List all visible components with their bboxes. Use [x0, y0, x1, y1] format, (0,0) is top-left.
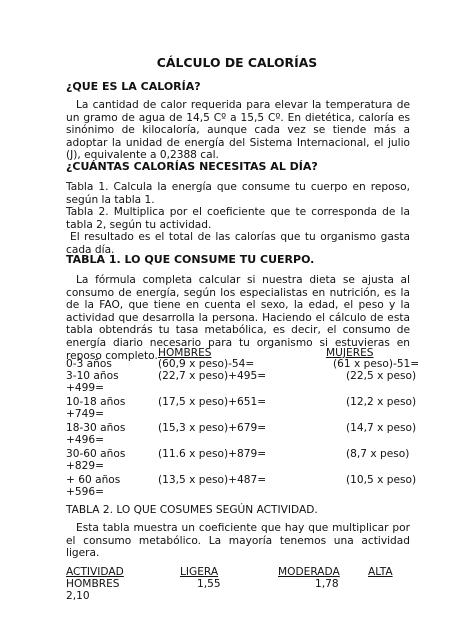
table2-moderate-value: 1,78 [315, 578, 339, 590]
table1-women-continuation: +749= [66, 408, 104, 420]
column-header-men: HOMBRES [158, 347, 212, 359]
table1-men-formula: (22,7 x peso)+495= [158, 370, 267, 382]
heading-calories-per-day: ¿CUÁNTAS CALORÍAS NECESITAS AL DÍA? [66, 160, 318, 173]
table2-high-value: 2,10 [66, 590, 90, 602]
instruction-table2: Tabla 2. Multiplica por el coeficiente que te corresponda de la tabla 2, según tu actividad. [66, 206, 410, 231]
table1-men-formula: (11.6 x peso)+879= [158, 448, 267, 460]
table1-women-formula: (22,5 x peso) [346, 370, 417, 382]
column-header-light: LIGERA [180, 566, 219, 578]
table1-women-formula: (14,7 x peso) [346, 422, 417, 434]
table1-women-formula: (61 x peso)-51= [333, 358, 420, 370]
paragraph-calorie-definition: La cantidad de calor requerida para elevar la temperatura de un gramo de agua de 14,5 Cº a 15,5 Cº. En dietética, caloría es sinónimo de kilocaloría, aunque cada vez se tiende más a adoptar la unidad de energía del Sistema Internacional, el julio (J), equivalente a 0,2388 cal. [66, 99, 410, 162]
table1-women-formula: (8,7 x peso) [346, 448, 410, 460]
instructions-list [66, 181, 410, 257]
table1-women-formula: (10,5 x peso) [346, 474, 417, 486]
paragraph-fao-formula: La fórmula completa calcular si nuestra dieta se ajusta al consumo de energía, según los especialistas en nutrición, es la de la FAO, que tiene en cuenta el sexo, la edad, el peso y la actividad que desarrolla la persona. Haciendo el cálculo de esta tabla obtendrás tu tasa metabólica, es decir, el consumo de energía diario necesario para tu organismo si estuvieras en reposo completo. [66, 274, 410, 362]
table1-women-formula: (12,2 x peso) [346, 396, 417, 408]
instruction-table1: Tabla 1. Calcula la energía que consume tu cuerpo en reposo, según la tabla 1. [66, 181, 410, 206]
table1-age: 30-60 años [66, 448, 126, 460]
heading-table1: TABLA 1. LO QUE CONSUME TU CUERPO. [66, 253, 315, 266]
table1-women-continuation: +499= [66, 382, 104, 394]
table1-men-formula: (13,5 x peso)+487= [158, 474, 267, 486]
page-title: CÁLCULO DE CALORÍAS [156, 55, 318, 70]
table2-row-label: HOMBRES [66, 578, 120, 590]
table1-men-formula: (60,9 x peso)-54= [158, 358, 255, 370]
table1-men-formula: (15,3 x peso)+679= [158, 422, 267, 434]
column-header-moderate: MODERADA [278, 566, 340, 578]
table1-women-continuation: +596= [66, 486, 104, 498]
table2-light-value: 1,55 [197, 578, 221, 590]
table1-age: + 60 años [66, 474, 121, 486]
table1-women-continuation: +829= [66, 460, 104, 472]
table1-age: 10-18 años [66, 396, 126, 408]
column-header-women: MUJERES [326, 347, 374, 359]
table1-men-formula: (17,5 x peso)+651= [158, 396, 267, 408]
column-header-high: ALTA [368, 566, 393, 578]
paragraph-activity-coefficient: Esta tabla muestra un coeficiente que hay que multiplicar por el consumo metabólico. La mayoría tenemos una actividad ligera. [66, 522, 410, 560]
instruction-result: El resultado es el total de las calorías que tu organismo gasta cada día. [66, 231, 410, 256]
table1-age: 3-10 años [66, 370, 119, 382]
table1-age: 0-3 años [66, 358, 112, 370]
heading-table2: TABLA 2. LO QUE COSUMES SEGÚN ACTIVIDAD. [66, 504, 318, 516]
column-header-activity: ACTIVIDAD [66, 566, 124, 578]
table1-women-continuation: +496= [66, 434, 104, 446]
table1-age: 18-30 años [66, 422, 126, 434]
heading-what-is-calorie: ¿QUE ES LA CALORÍA? [66, 80, 201, 93]
